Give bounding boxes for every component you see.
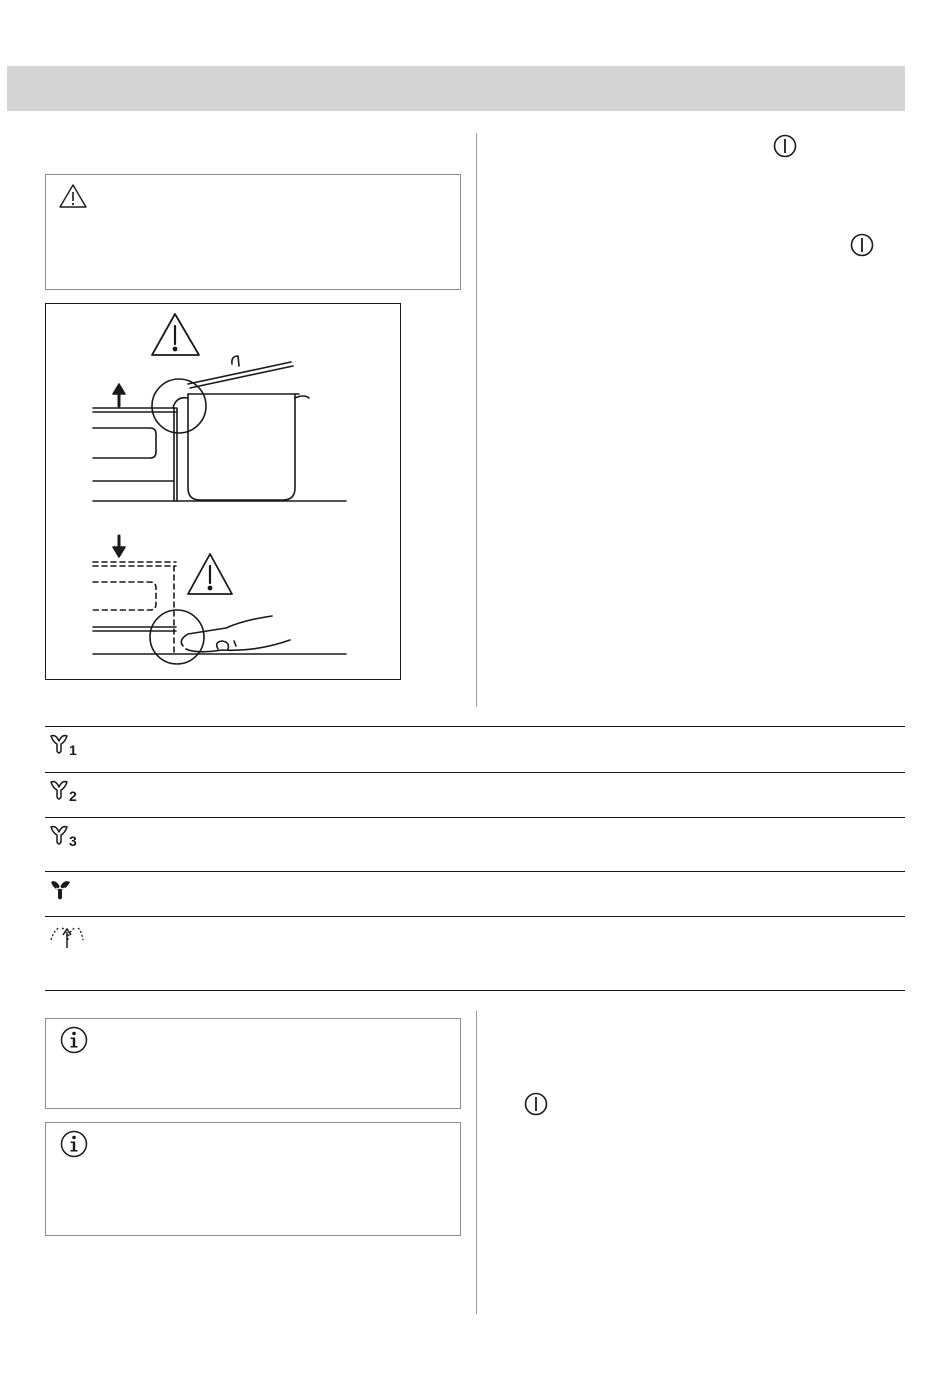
warning-note-box <box>45 174 461 290</box>
fan-boost-icon <box>48 876 88 910</box>
table-rule <box>45 817 905 818</box>
fan-speed-2-icon <box>48 777 88 811</box>
power-icon <box>523 1091 549 1117</box>
info-circle-icon <box>59 1025 89 1055</box>
fan-speed-digit: 3 <box>69 833 77 849</box>
fan-speed-digit: 2 <box>69 788 77 804</box>
power-icon <box>772 133 798 159</box>
table-rule <box>45 990 905 991</box>
power-icon <box>849 232 875 258</box>
fan-speed-3-icon <box>48 822 88 856</box>
column-divider-top <box>476 133 477 707</box>
hob-lid-illustration <box>46 304 400 679</box>
steam-icon <box>48 922 88 956</box>
fan-speed-digit: 1 <box>69 742 77 758</box>
header-band <box>7 66 905 111</box>
table-rule <box>45 726 905 727</box>
info-note-box <box>45 1122 461 1236</box>
table-rule <box>45 916 905 917</box>
table-rule <box>45 871 905 872</box>
info-note-box <box>45 1018 461 1109</box>
column-divider-bottom <box>476 1011 477 1314</box>
warning-triangle-icon <box>58 183 88 209</box>
illustration-box <box>45 303 401 680</box>
info-circle-icon <box>59 1129 89 1159</box>
fan-speed-1-icon <box>48 731 88 765</box>
table-rule <box>45 772 905 773</box>
